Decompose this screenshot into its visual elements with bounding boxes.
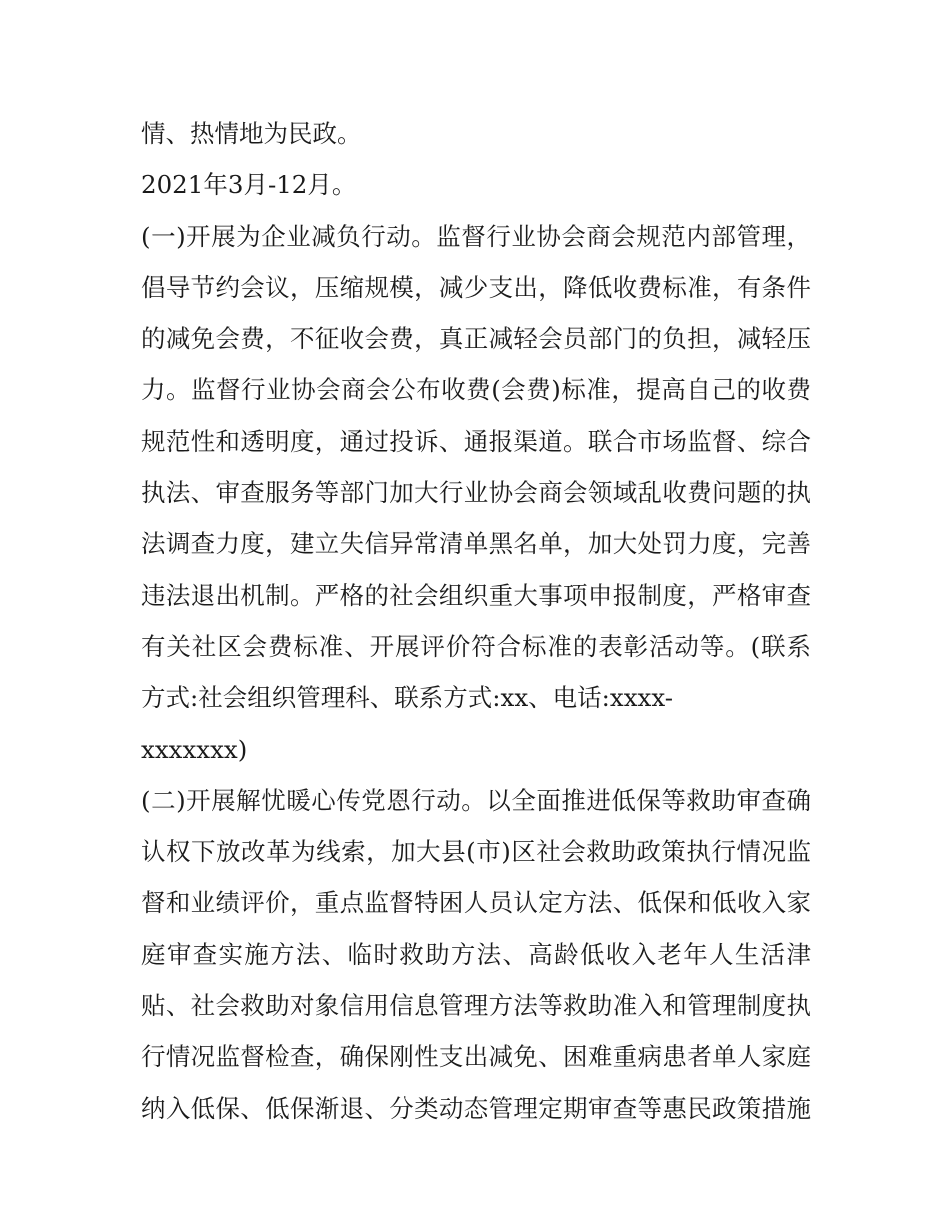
- text-line: 情、热情地为民政。: [141, 119, 362, 148]
- text-line: 倡导节约会议，压缩规模，减少支出，降低收费标准，有条件: [141, 272, 811, 302]
- text-line: 认权下放改革为线索，加大县(市)区社会救助政策执行情况监: [141, 837, 811, 867]
- text-line: xxxxxxx): [141, 734, 248, 764]
- text-line: (二)开展解忧暖心传党恩行动。以全面推进低保等救助审查确: [141, 785, 811, 815]
- document-body: [141, 108, 811, 1134]
- text-line: 纳入低保、低保渐退、分类动态管理定期审查等惠民政策措施: [141, 1093, 811, 1123]
- text-line: 法调查力度，建立失信异常清单黑名单，加大处罚力度，完善: [141, 529, 811, 559]
- text-line: 行情况监督检查，确保刚性支出减免、困难重病患者单人家庭: [141, 1042, 811, 1072]
- text-line: 2021年3月-12月。: [141, 170, 357, 200]
- text-line: 规范性和透明度，通过投诉、通报渠道。联合市场监督、综合: [141, 426, 811, 456]
- text-line: 方式:社会组织管理科、联系方式:xx、电话:xxxx-: [141, 683, 674, 713]
- text-line: 有关社区会费标准、开展评价符合标准的表彰活动等。(联系: [141, 631, 811, 661]
- text-line: 庭审查实施方法、临时救助方法、高龄低收入老年人生活津: [141, 939, 811, 969]
- text-line: 督和业绩评价，重点监督特困人员认定方法、低保和低收入家: [141, 888, 811, 918]
- text-line: 执法、审查服务等部门加大行业协会商会领域乱收费问题的执: [141, 478, 811, 508]
- text-line: 违法退出机制。严格的社会组织重大事项申报制度，严格审查: [141, 580, 811, 610]
- text-line: (一)开展为企业减负行动。监督行业协会商会规范内部管理，: [141, 221, 811, 251]
- text-line: 力。监督行业协会商会公布收费(会费)标准，提高自己的收费: [141, 375, 811, 405]
- text-line: 贴、社会救助对象信用信息管理方法等救助准入和管理制度执: [141, 991, 811, 1021]
- text-line: 的减免会费，不征收会费，真正减轻会员部门的负担，减轻压: [141, 324, 811, 354]
